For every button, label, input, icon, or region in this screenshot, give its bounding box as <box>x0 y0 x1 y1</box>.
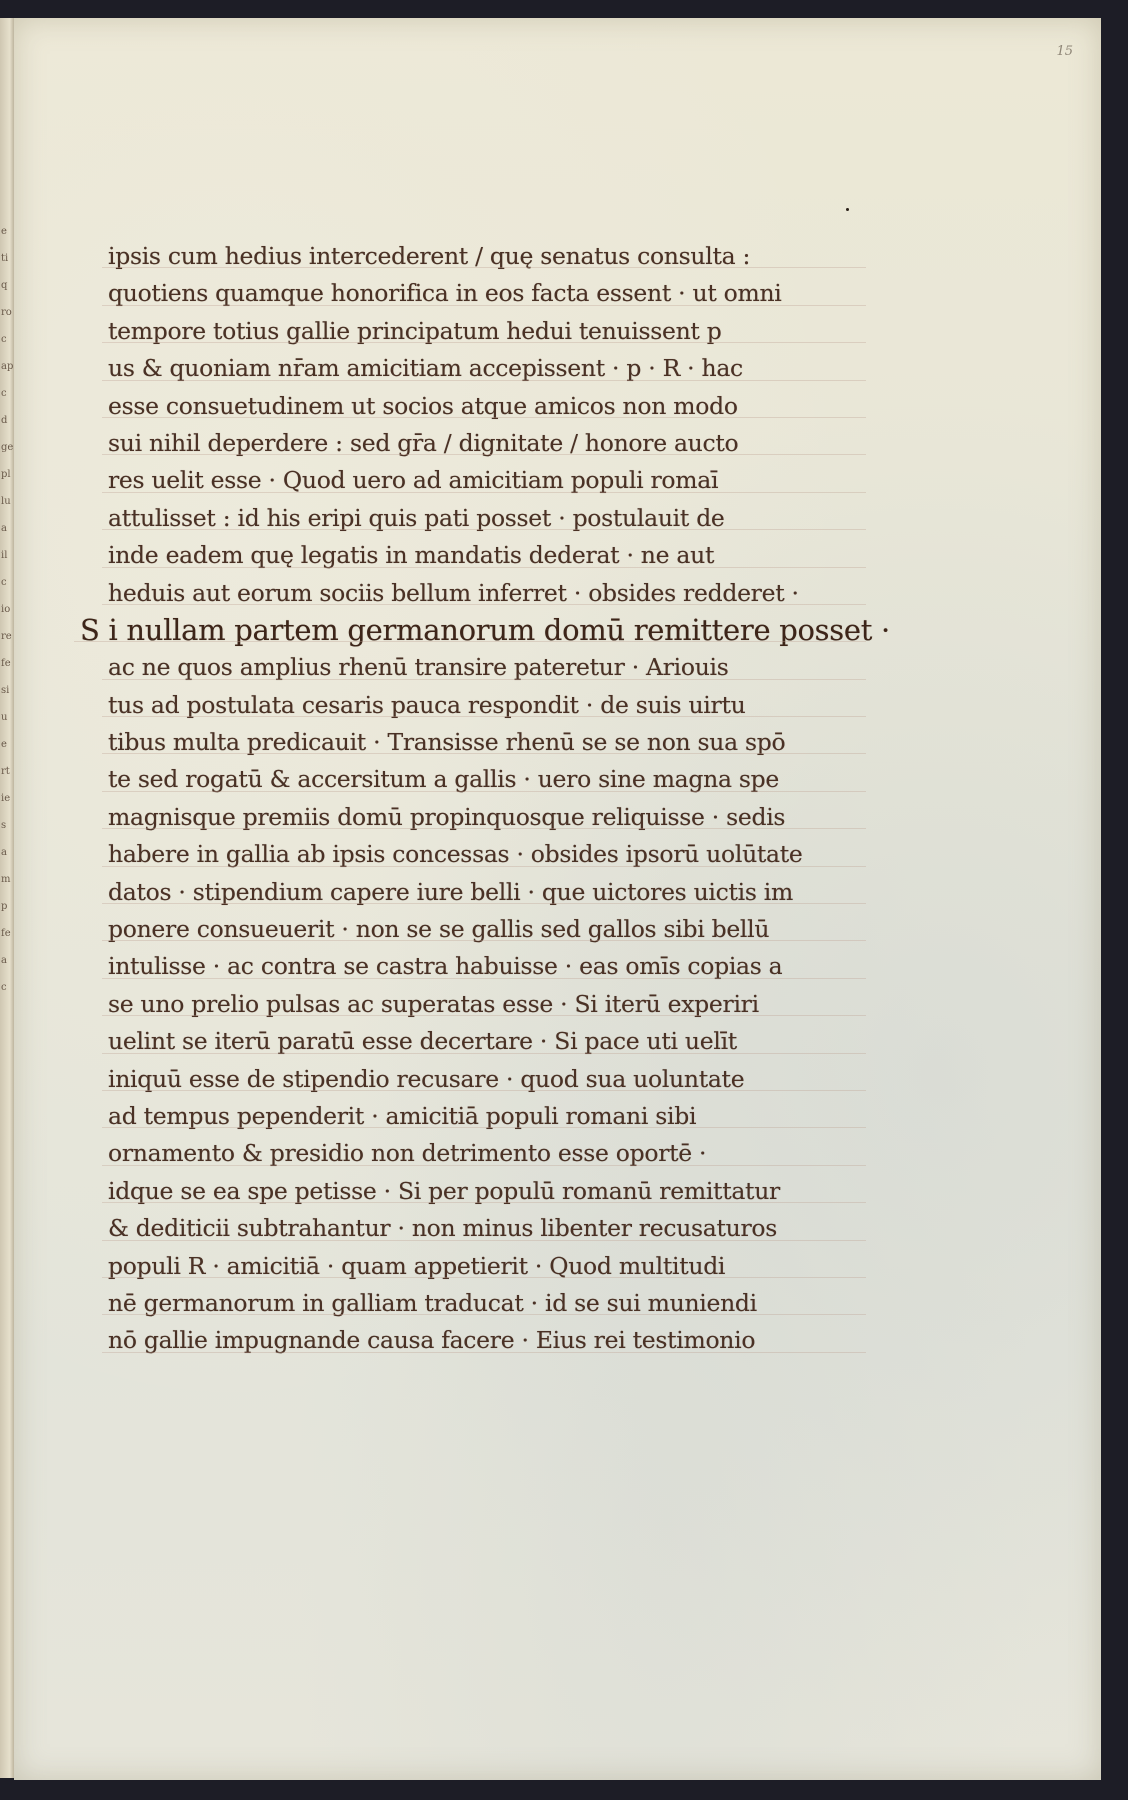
text-line-25: ornamento & presidio non detrimento esse oportē · <box>108 1135 848 1172</box>
text-line-19: ponere consueuerit · non se se gallis sed gallos sibi bellū <box>108 911 848 948</box>
text-line-9: inde eadem quę legatis in mandatis dederat · ne aut <box>108 537 848 574</box>
text-line-15: te sed rogatū & accersitum a gallis · uero sine magna spe <box>108 761 848 798</box>
text-line-7: res uelit esse · Quod uero ad amicitiam populi romaī <box>108 462 848 499</box>
text-line-8: attulisset : id his eripi quis pati posset · postulauit de <box>108 500 848 537</box>
text-line-21: se uno prelio pulsas ac superatas esse · Si iterū experiri <box>108 986 848 1023</box>
text-line-1: ipsis cum hedius intercederent / quę senatus consulta : <box>108 238 848 275</box>
text-line-11: S i nullam partem germanorum domū remittere posset · <box>80 612 848 649</box>
text-line-2: quotiens quamque honorifica in eos facta essent · ut omni <box>108 275 848 312</box>
text-line-14: tibus multa predicauit · Transisse rhenū se se non sua spō <box>108 724 848 761</box>
text-line-13: tus ad postulata cesaris pauca respondit · de suis uirtu <box>108 687 848 724</box>
text-line-22: uelint se iterū paratū esse decertare · Si pace uti uelīt <box>108 1023 848 1060</box>
text-line-30: nō gallie impugnande causa facere · Eius rei testimonio <box>108 1322 848 1359</box>
text-line-18: datos · stipendium capere iure belli · que uictores uictis im <box>108 874 848 911</box>
text-line-28: populi R · amicitiā · quam appetierit · Quod multitudi <box>108 1248 848 1285</box>
text-line-6: sui nihil deperdere : sed gr̄a / dignitate / honore aucto <box>108 425 848 462</box>
text-line-5: esse consuetudinem ut socios atque amicos non modo <box>108 388 848 425</box>
text-line-24: ad tempus pependerit · amicitiā populi romani sibi <box>108 1098 848 1135</box>
previous-page-edge <box>0 18 15 1778</box>
ink-speck <box>846 208 849 211</box>
text-line-16: magnisque premiis domū propinquosque reliquisse · sedis <box>108 799 848 836</box>
text-line-20: intulisse · ac contra se castra habuisse · eas omīs copias a <box>108 948 848 985</box>
text-line-12: ac ne quos amplius rhenū transire pateretur · Ariouis <box>108 649 848 686</box>
text-line-10: heduis aut eorum sociis bellum inferret · obsides redderet · <box>108 575 848 612</box>
text-line-4: us & quoniam nr̄am amicitiam accepissent · p · R · hac <box>108 350 848 387</box>
text-line-26: idque se ea spe petisse · Si per populū romanū remittatur <box>108 1173 848 1210</box>
text-column <box>80 238 890 1360</box>
text-line-29: nē germanorum in galliam traducat · id se sui muniendi <box>108 1285 848 1322</box>
text-line-17: habere in gallia ab ipsis concessas · obsides ipsorū uolūtate <box>108 836 848 873</box>
text-line-23: iniquū esse de stipendio recusare · quod sua uoluntate <box>108 1061 848 1098</box>
folio-number: 15 <box>1056 44 1073 59</box>
manuscript-page <box>14 18 1101 1780</box>
text-line-27: & dediticii subtrahantur · non minus libenter recusaturos <box>108 1210 848 1247</box>
previous-page-text-fragment: e ti q ro c ap c d ge pl lu a il c io re fe si u e rt ie s a m p fe a c <box>1 226 14 993</box>
text-line-3: tempore totius gallie principatum hedui tenuissent p <box>108 313 848 350</box>
